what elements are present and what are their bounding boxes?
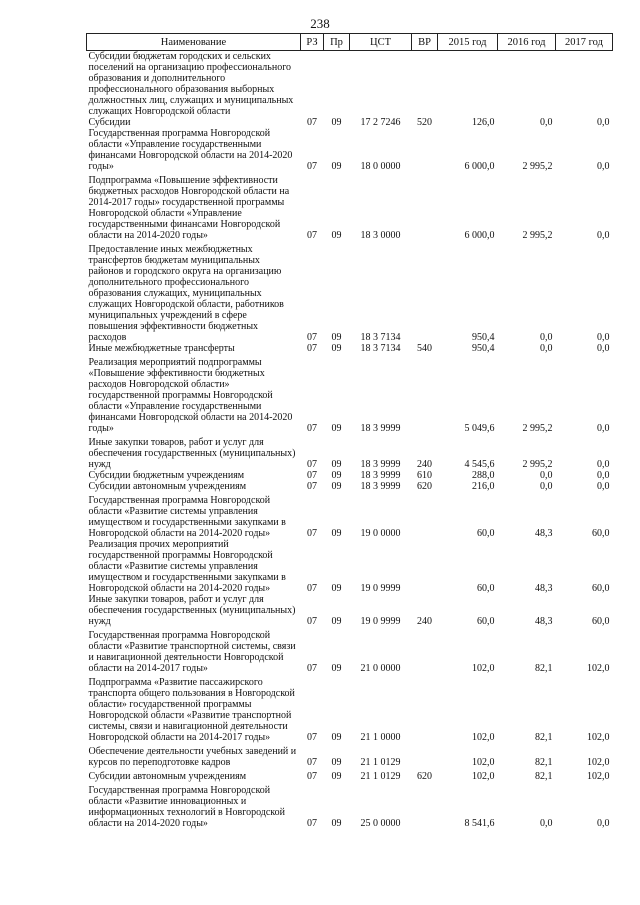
cell-rz: 07 bbox=[307, 732, 317, 743]
cell-pr: 09 bbox=[331, 470, 342, 481]
cell-rz bbox=[301, 51, 324, 118]
cell-2015: 102,0 bbox=[472, 732, 495, 743]
cell-2015: 102,0 bbox=[472, 771, 495, 782]
cell-name: Подпрограмма «Развитие пассажирского транспорта общего пользования в Новгородской области» государственной программы Новгородской области «Развитие транспортной системы, связи и навигационной деятельности Новгородской области на 2014-2017 годы» bbox=[88, 677, 295, 743]
cell-name: Государственная программа Новгородской области «Развитие транспортной системы, связи и навигационной деятельности Новгородской области на 2014-2017 годы» bbox=[88, 630, 296, 674]
cell-pr: 09 bbox=[331, 332, 342, 343]
header-vr: ВР bbox=[412, 34, 438, 51]
cell-2016: 82,1 bbox=[535, 663, 553, 674]
cell-cst: 21 1 0129 bbox=[360, 757, 401, 768]
cell-rz: 07 bbox=[307, 470, 317, 481]
cell-name: Иные закупки товаров, работ и услуг для обеспечения государственных (муниципальных) нужд bbox=[88, 437, 296, 470]
cell-rz: 07 bbox=[307, 818, 317, 829]
table-row bbox=[87, 539, 613, 594]
cell-2017: 0,0 bbox=[597, 230, 610, 241]
table-row bbox=[87, 743, 613, 768]
cell-cst: 18 3 9999 bbox=[360, 423, 401, 434]
cell-2017: 0,0 bbox=[597, 332, 610, 343]
cell-vr bbox=[412, 172, 438, 241]
cell-vr bbox=[412, 354, 438, 434]
cell-name: Реализация мероприятий подпрограммы «Повышение эффективности бюджетных расходов Новгородской области» государственной программы Новгородской области «Управление государственными финансами Новгородской области на 2014-2020 годы» bbox=[88, 357, 293, 434]
header-rz: РЗ bbox=[301, 34, 324, 51]
cell-rz: 07 bbox=[307, 528, 317, 539]
header-name: Наименование bbox=[87, 34, 301, 51]
table-row bbox=[87, 241, 613, 343]
cell-2015: 950,4 bbox=[472, 332, 495, 343]
table-row bbox=[87, 627, 613, 674]
cell-vr bbox=[412, 241, 438, 343]
cell-cst: 19 0 0000 bbox=[360, 528, 401, 539]
cell-2016: 48,3 bbox=[535, 616, 553, 627]
cell-rz: 07 bbox=[307, 117, 317, 128]
cell-pr: 09 bbox=[331, 818, 342, 829]
cell-2017: 102,0 bbox=[587, 732, 610, 743]
cell-2016: 0,0 bbox=[540, 332, 553, 343]
cell-2016: 82,1 bbox=[535, 757, 553, 768]
cell-vr bbox=[412, 743, 438, 768]
header-2015: 2015 год bbox=[438, 34, 498, 51]
cell-cst: 18 3 7134 bbox=[360, 332, 401, 343]
table-header bbox=[87, 34, 613, 51]
cell-2017: 60,0 bbox=[592, 528, 610, 539]
cell-name: Иные закупки товаров, работ и услуг для обеспечения государственных (муниципальных) нужд bbox=[88, 594, 296, 627]
table-row bbox=[87, 470, 613, 481]
cell-vr bbox=[412, 627, 438, 674]
cell-vr bbox=[412, 492, 438, 539]
cell-vr bbox=[412, 128, 438, 172]
cell-vr: 240 bbox=[417, 459, 432, 470]
cell-name: Подпрограмма «Повышение эффективности бюджетных расходов Новгородской области на 2014-2017 годы» государственной программы Новгородской области «Управление государственными финансами Новгородской области на 2014-2020 годы» bbox=[88, 175, 290, 241]
cell-2016: 0,0 bbox=[540, 818, 553, 829]
cell-pr: 09 bbox=[331, 117, 342, 128]
cell-2017: 0,0 bbox=[597, 459, 610, 470]
cell-cst: 18 3 9999 bbox=[360, 481, 401, 492]
cell-pr: 09 bbox=[331, 481, 342, 492]
cell-2016: 2 995,2 bbox=[522, 423, 553, 434]
cell-2015: 6 000,0 bbox=[464, 230, 495, 241]
table-row bbox=[87, 594, 613, 627]
cell-2017: 102,0 bbox=[587, 771, 610, 782]
cell-cst: 18 3 0000 bbox=[360, 230, 401, 241]
cell-pr: 09 bbox=[331, 230, 342, 241]
cell-cst: 25 0 0000 bbox=[360, 818, 401, 829]
cell-2015: 102,0 bbox=[472, 757, 495, 768]
cell-2015: 8 541,6 bbox=[464, 818, 495, 829]
cell-name: Предоставление иных межбюджетных трансфертов бюджетам муниципальных районов и городского округа на организацию дополнительного профессионального образования служащих, муниципальных служащих Новгородской области, работников муниципальных учреждений в сфере повышения эффективности бюджетных расходов bbox=[88, 244, 284, 343]
cell-pr: 09 bbox=[331, 732, 342, 743]
cell-2015: 6 000,0 bbox=[464, 161, 495, 172]
cell-cst: 19 0 9999 bbox=[360, 616, 401, 627]
table-row bbox=[87, 782, 613, 829]
cell-rz: 07 bbox=[307, 583, 317, 594]
cell-pr: 09 bbox=[331, 663, 342, 674]
cell-pr bbox=[324, 51, 350, 118]
cell-2017: 0,0 bbox=[597, 470, 610, 481]
cell-2015: 288,0 bbox=[472, 470, 495, 481]
cell-2016: 82,1 bbox=[535, 771, 553, 782]
cell-vr: 240 bbox=[417, 616, 432, 627]
cell-cst bbox=[350, 51, 412, 118]
cell-cst: 21 1 0129 bbox=[360, 771, 401, 782]
cell-rz: 07 bbox=[307, 757, 317, 768]
cell-2016 bbox=[498, 51, 556, 118]
cell-vr: 620 bbox=[417, 481, 432, 492]
cell-2015: 126,0 bbox=[472, 117, 495, 128]
table-body bbox=[87, 51, 613, 830]
cell-2017: 0,0 bbox=[597, 818, 610, 829]
cell-2015: 950,4 bbox=[472, 343, 495, 354]
cell-2015 bbox=[438, 51, 498, 118]
cell-pr: 09 bbox=[331, 757, 342, 768]
cell-name: Субсидии автономным учреждениям bbox=[88, 481, 247, 492]
cell-2016: 48,3 bbox=[535, 583, 553, 594]
table-row bbox=[87, 481, 613, 492]
cell-cst: 17 2 7246 bbox=[360, 117, 401, 128]
cell-name: Субсидии бюджетным учреждениям bbox=[88, 470, 245, 481]
cell-name: Обеспечение деятельности учебных заведений и курсов по переподготовке кадров bbox=[88, 746, 297, 768]
cell-cst: 18 3 9999 bbox=[360, 470, 401, 481]
cell-2017: 0,0 bbox=[597, 343, 610, 354]
cell-2015: 60,0 bbox=[477, 616, 495, 627]
cell-2017: 102,0 bbox=[587, 757, 610, 768]
cell-name: Субсидии автономным учреждениям bbox=[88, 771, 247, 782]
header-pr: Пр bbox=[324, 34, 350, 51]
cell-2017: 0,0 bbox=[597, 481, 610, 492]
cell-pr: 09 bbox=[331, 423, 342, 434]
cell-rz: 07 bbox=[307, 481, 317, 492]
cell-cst: 19 0 9999 bbox=[360, 583, 401, 594]
cell-vr: 620 bbox=[417, 771, 432, 782]
cell-name: Государственная программа Новгородской области «Развитие системы управления имуществом и государственными закупками в Новгородской области на 2014-2020 годы» bbox=[88, 495, 286, 539]
cell-vr: 540 bbox=[417, 343, 432, 354]
cell-pr: 09 bbox=[331, 343, 342, 354]
header-2016: 2016 год bbox=[498, 34, 556, 51]
table-row bbox=[87, 674, 613, 743]
cell-pr: 09 bbox=[331, 528, 342, 539]
cell-cst: 21 0 0000 bbox=[360, 663, 401, 674]
cell-rz: 07 bbox=[307, 343, 317, 354]
cell-rz: 07 bbox=[307, 423, 317, 434]
header-cst: ЦСТ bbox=[350, 34, 412, 51]
cell-vr bbox=[412, 539, 438, 594]
cell-vr: 610 bbox=[417, 470, 432, 481]
cell-name: Субсидии бюджетам городских и сельских поселений на организацию профессионального образования и дополнительного профессионального образования выборных должностных лиц, служащих и муниципальных служащих Новгородской области bbox=[88, 51, 294, 117]
cell-2016: 0,0 bbox=[540, 481, 553, 492]
cell-rz: 07 bbox=[307, 230, 317, 241]
cell-vr bbox=[412, 51, 438, 118]
cell-2017: 60,0 bbox=[592, 583, 610, 594]
cell-rz: 07 bbox=[307, 459, 317, 470]
cell-name: Реализация прочих мероприятий государственной программы Новгородской области «Развитие системы управления имуществом и государственными закупками в Новгородской области на 2014-2020 годы» bbox=[88, 539, 286, 594]
cell-2015: 102,0 bbox=[472, 663, 495, 674]
cell-2016: 2 995,2 bbox=[522, 161, 553, 172]
cell-2016: 82,1 bbox=[535, 732, 553, 743]
cell-2017: 0,0 bbox=[597, 423, 610, 434]
cell-rz: 07 bbox=[307, 663, 317, 674]
cell-2017: 0,0 bbox=[597, 117, 610, 128]
cell-2015: 60,0 bbox=[477, 528, 495, 539]
cell-rz: 07 bbox=[307, 161, 317, 172]
table-row bbox=[87, 434, 613, 470]
cell-name: Государственная программа Новгородской области «Управление государственными финансами Новгородской области на 2014-2020 годы» bbox=[88, 128, 293, 172]
table-row bbox=[87, 128, 613, 172]
cell-vr bbox=[412, 674, 438, 743]
cell-2017: 102,0 bbox=[587, 663, 610, 674]
cell-2016: 0,0 bbox=[540, 470, 553, 481]
cell-cst: 18 0 0000 bbox=[360, 161, 401, 172]
cell-name: Субсидии bbox=[88, 117, 131, 128]
cell-name: Государственная программа Новгородской области «Развитие инновационных и информационных технологий в Новгородской области на 2014-2020 годы» bbox=[88, 785, 286, 829]
cell-name: Иные межбюджетные трансферты bbox=[88, 343, 235, 354]
page-number: 238 bbox=[310, 16, 330, 31]
table-row bbox=[87, 343, 613, 354]
cell-cst: 21 1 0000 bbox=[360, 732, 401, 743]
table-row bbox=[87, 172, 613, 241]
cell-2015: 216,0 bbox=[472, 481, 495, 492]
header-2017: 2017 год bbox=[556, 34, 613, 51]
table-row bbox=[87, 51, 613, 118]
cell-2015: 4 545,6 bbox=[464, 459, 495, 470]
table-row bbox=[87, 768, 613, 782]
cell-2016: 2 995,2 bbox=[522, 459, 553, 470]
cell-2015: 5 049,6 bbox=[464, 423, 495, 434]
cell-pr: 09 bbox=[331, 616, 342, 627]
table-row bbox=[87, 117, 613, 128]
cell-rz: 07 bbox=[307, 616, 317, 627]
table-row bbox=[87, 492, 613, 539]
cell-pr: 09 bbox=[331, 771, 342, 782]
cell-rz: 07 bbox=[307, 771, 317, 782]
cell-rz: 07 bbox=[307, 332, 317, 343]
cell-2016: 2 995,2 bbox=[522, 230, 553, 241]
budget-table bbox=[86, 33, 613, 829]
cell-2016: 48,3 bbox=[535, 528, 553, 539]
cell-2017: 60,0 bbox=[592, 616, 610, 627]
cell-2016: 0,0 bbox=[540, 117, 553, 128]
cell-pr: 09 bbox=[331, 459, 342, 470]
cell-vr: 520 bbox=[417, 117, 432, 128]
table-row bbox=[87, 354, 613, 434]
cell-2015: 60,0 bbox=[477, 583, 495, 594]
cell-2017 bbox=[556, 51, 613, 118]
cell-2017: 0,0 bbox=[597, 161, 610, 172]
cell-pr: 09 bbox=[331, 583, 342, 594]
cell-cst: 18 3 7134 bbox=[360, 343, 401, 354]
cell-2016: 0,0 bbox=[540, 343, 553, 354]
cell-pr: 09 bbox=[331, 161, 342, 172]
cell-cst: 18 3 9999 bbox=[360, 459, 401, 470]
cell-vr bbox=[412, 782, 438, 829]
